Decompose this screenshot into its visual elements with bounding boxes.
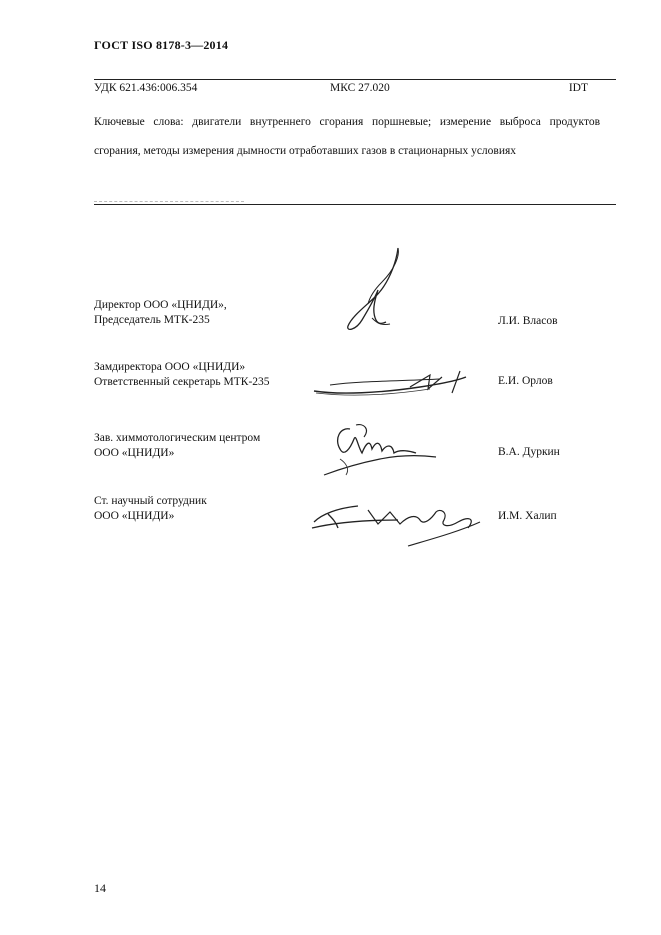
- position-line: Ответственный секретарь МТК-235: [94, 376, 270, 388]
- idt-mark: IDT: [568, 82, 588, 94]
- document-header-title: ГОСТ ISO 8178-3—2014: [94, 38, 229, 52]
- signatory-name: В.А. Дуркин: [498, 446, 560, 458]
- udk-code: УДК 621.436:006.354: [94, 82, 198, 94]
- mks-code: МКС 27.020: [330, 82, 390, 94]
- keywords-paragraph: Ключевые слова: двигатели внутреннего сгорания поршневые; измерение выброса продуктов сгорания, методы измерения дымности отработавших газов в стационарных условиях: [94, 116, 600, 157]
- signatory-name: Е.И. Орлов: [498, 375, 553, 387]
- position-line: Замдиректора ООО «ЦНИДИ»: [94, 361, 246, 373]
- signatory-position: [94, 494, 207, 524]
- signatory-position: [94, 431, 260, 461]
- signatory-block: [94, 490, 616, 570]
- signature-image: [308, 498, 484, 550]
- signature-image: [338, 244, 408, 336]
- signatory-name: И.М. Халип: [498, 510, 557, 522]
- signatory-name: Л.И. Власов: [498, 315, 558, 327]
- position-line: ООО «ЦНИДИ»: [94, 510, 175, 522]
- signature-image: [320, 419, 440, 483]
- signatory-position: [94, 298, 227, 328]
- signatory-position: [94, 360, 270, 390]
- position-line: Директор ООО «ЦНИДИ»,: [94, 299, 227, 311]
- signature-image: [310, 367, 474, 401]
- position-line: Зав. химмотологическим центром: [94, 432, 261, 444]
- position-line: Председатель МТК-235: [94, 314, 210, 326]
- position-line: ООО «ЦНИДИ»: [94, 447, 175, 459]
- faint-divider: [94, 201, 244, 202]
- signatory-block: [94, 240, 616, 327]
- bottom-divider: [94, 204, 616, 205]
- top-divider: [94, 79, 616, 80]
- position-line: Ст. научный сотрудник: [94, 495, 207, 507]
- page-number: 14: [94, 881, 106, 895]
